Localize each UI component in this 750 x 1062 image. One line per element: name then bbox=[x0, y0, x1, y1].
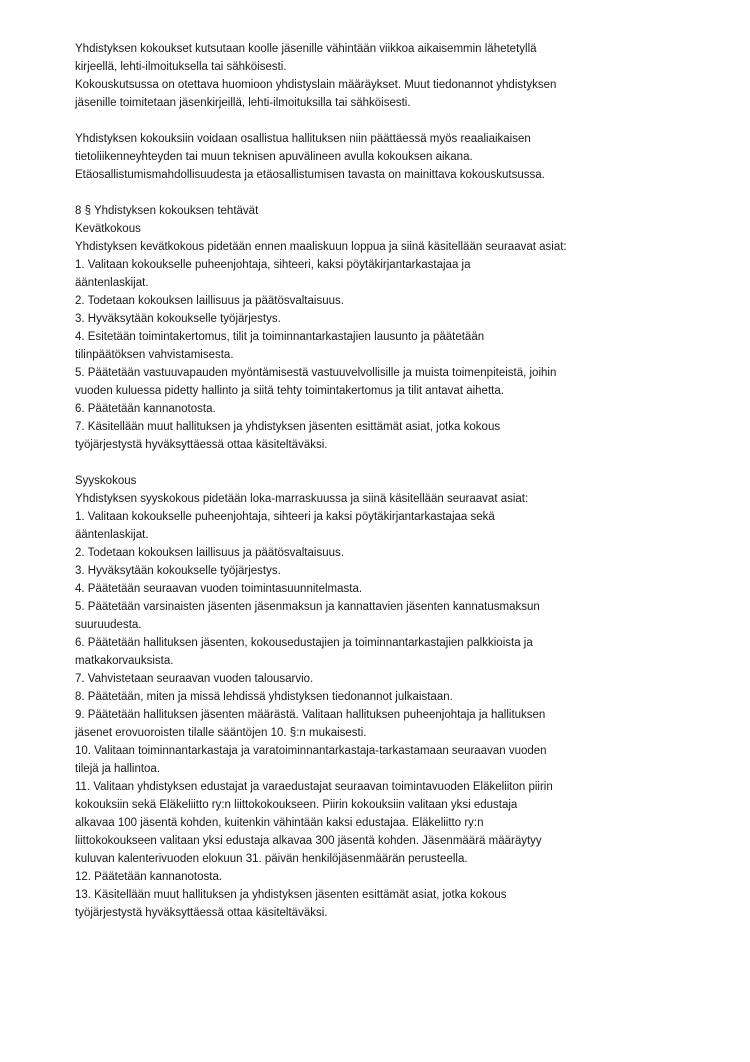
list-item-continuation: matkakorvauksista. bbox=[75, 655, 174, 667]
list-item-continuation: ääntenlaskijat. bbox=[75, 277, 149, 289]
list-item-continuation: ääntenlaskijat. bbox=[75, 529, 149, 541]
text-line: kirjeellä, lehti-ilmoituksella tai sähköisesti. bbox=[75, 61, 287, 73]
list-item: 5. Päätetään vastuuvapauden myöntämisestä vastuuvelvollisille ja muista toimenpiteistä, joihin bbox=[75, 367, 557, 379]
list-item: 2. Todetaan kokouksen laillisuus ja päätösvaltaisuus. bbox=[75, 547, 344, 559]
list-item: 4. Esitetään toimintakertomus, tilit ja toiminnantarkastajien lausunto ja päätetään bbox=[75, 331, 485, 343]
list-item-continuation: alkavaa 100 jäsentä kohden, kuitenkin vähintään kaksi edustajaa. Eläkeliitto ry:n bbox=[75, 817, 484, 829]
text-line: Yhdistyksen kokouksiin voidaan osallistua hallituksen niin päättäessä myös reaaliaikaisen bbox=[75, 133, 531, 145]
section-heading: 8 § Yhdistyksen kokouksen tehtävät bbox=[75, 205, 259, 217]
list-item: 10. Valitaan toiminnantarkastaja ja varatoiminnantarkastaja-tarkastamaan seuraavan vuoden bbox=[75, 745, 547, 757]
text-line: jäsenille toimitetaan jäsenkirjeillä, lehti-ilmoituksilla tai sähköisesti. bbox=[75, 97, 411, 109]
list-item: 5. Päätetään varsinaisten jäsenten jäsenmaksun ja kannattavien jäsenten kannatusmaksun bbox=[75, 601, 540, 613]
document-page bbox=[75, 40, 695, 922]
text-line: Kokouskutsussa on otettava huomioon yhdistyslain määräykset. Muut tiedonannot yhdistyksen bbox=[75, 79, 557, 91]
list-item: 12. Päätetään kannanotosta. bbox=[75, 871, 223, 883]
paragraph-gap bbox=[75, 454, 695, 472]
text-line: Yhdistyksen kokoukset kutsutaan koolle jäsenille vähintään viikkoa aikaisemmin lähetetyllä bbox=[75, 43, 537, 55]
list-item: 1. Valitaan kokoukselle puheenjohtaja, sihteeri, kaksi pöytäkirjantarkastajaa ja bbox=[75, 259, 471, 271]
paragraph-meeting-notice bbox=[75, 40, 695, 112]
list-item-continuation: työjärjestystä hyväksyttäessä ottaa käsiteltäväksi. bbox=[75, 907, 328, 919]
list-item: 7. Käsitellään muut hallituksen ja yhdistyksen jäsenten esittämät asiat, jotka kokous bbox=[75, 421, 501, 433]
text-line: Yhdistyksen syyskokous pidetään loka-marraskuussa ja siinä käsitellään seuraavat asiat: bbox=[75, 493, 529, 505]
subheading-kevatkokous: Kevätkokous bbox=[75, 223, 141, 235]
subheading-syyskokous: Syyskokous bbox=[75, 475, 137, 487]
section-autumn-meeting bbox=[75, 472, 695, 922]
list-item: 7. Vahvistetaan seuraavan vuoden talousarvio. bbox=[75, 673, 314, 685]
list-item-continuation: kuluvan kalenterivuoden elokuun 31. päivän henkilöjäsenmäärän perusteella. bbox=[75, 853, 468, 865]
list-item: 1. Valitaan kokoukselle puheenjohtaja, sihteeri ja kaksi pöytäkirjantarkastajaa sekä bbox=[75, 511, 495, 523]
list-item-continuation: vuoden kuluessa pidetty hallinto ja siitä tehty toimintakertomus ja tilit antavat aihetta. bbox=[75, 385, 504, 397]
list-item: 9. Päätetään hallituksen jäsenten määrästä. Valitaan hallituksen puheenjohtaja ja hallituksen bbox=[75, 709, 546, 721]
list-item: 3. Hyväksytään kokoukselle työjärjestys. bbox=[75, 313, 281, 325]
list-item: 6. Päätetään kannanotosta. bbox=[75, 403, 216, 415]
paragraph-gap bbox=[75, 184, 695, 202]
section-8-spring-meeting bbox=[75, 202, 695, 454]
text-line: tietoliikenneyhteyden tai muun teknisen apuvälineen avulla kokouksen aikana. bbox=[75, 151, 473, 163]
list-item: 2. Todetaan kokouksen laillisuus ja päätösvaltaisuus. bbox=[75, 295, 344, 307]
list-item: 8. Päätetään, miten ja missä lehdissä yhdistyksen tiedonannot julkaistaan. bbox=[75, 691, 453, 703]
list-item-continuation: tilinpäätöksen vahvistamisesta. bbox=[75, 349, 234, 361]
list-item: 3. Hyväksytään kokoukselle työjärjestys. bbox=[75, 565, 281, 577]
list-item: 6. Päätetään hallituksen jäsenten, kokousedustajien ja toiminnantarkastajien palkkioista ja bbox=[75, 637, 533, 649]
text-line: Etäosallistumismahdollisuudesta ja etäosallistumisen tavasta on mainittava kokouskutsussa. bbox=[75, 169, 545, 181]
list-item-continuation: kokouksiin sekä Eläkeliitto ry:n liittokokoukseen. Piirin kokouksiin valitaan yksi edustaja bbox=[75, 799, 518, 811]
list-item-continuation: liittokokoukseen valitaan yksi edustaja alkavaa 300 jäsentä kohden. Jäsenmäärä määräytyy bbox=[75, 835, 542, 847]
paragraph-remote-participation bbox=[75, 130, 695, 184]
list-item: 11. Valitaan yhdistyksen edustajat ja varaedustajat seuraavan toimintavuoden Eläkeliiton piirin bbox=[75, 781, 553, 793]
text-line: Yhdistyksen kevätkokous pidetään ennen maaliskuun loppua ja siinä käsitellään seuraavat asiat: bbox=[75, 241, 567, 253]
list-item-continuation: työjärjestystä hyväksyttäessä ottaa käsiteltäväksi. bbox=[75, 439, 328, 451]
list-item: 4. Päätetään seuraavan vuoden toimintasuunnitelmasta. bbox=[75, 583, 363, 595]
list-item: 13. Käsitellään muut hallituksen ja yhdistyksen jäsenten esittämät asiat, jotka kokous bbox=[75, 889, 507, 901]
list-item-continuation: jäsenet erovuoroisten tilalle sääntöjen 10. §:n mukaisesti. bbox=[75, 727, 367, 739]
paragraph-gap bbox=[75, 112, 695, 130]
list-item-continuation: tilejä ja hallintoa. bbox=[75, 763, 161, 775]
list-item-continuation: suuruudesta. bbox=[75, 619, 142, 631]
